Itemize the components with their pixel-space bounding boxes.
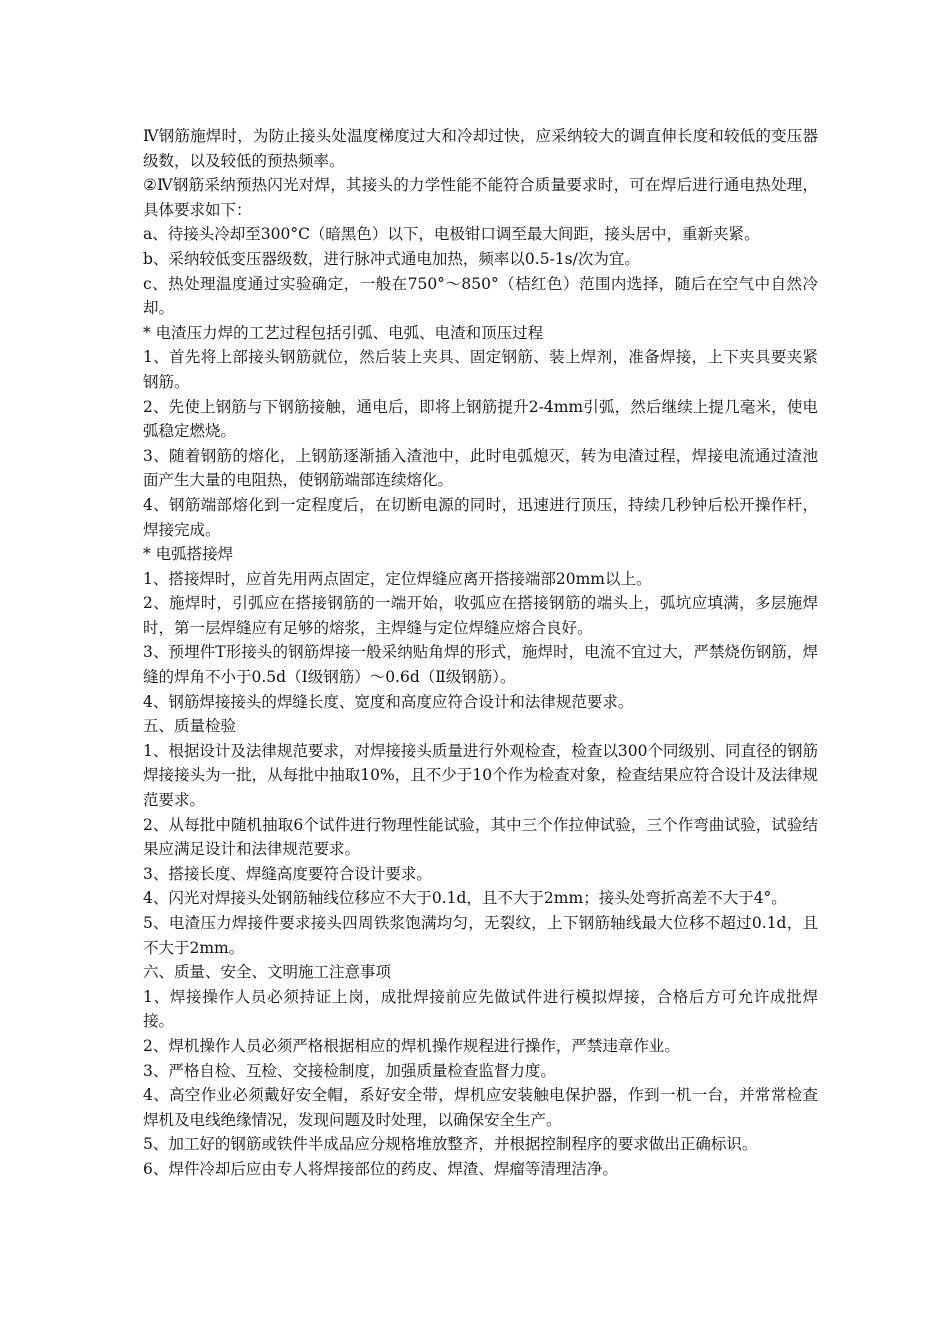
list-item: 2、施焊时，引弧应在搭接钢筋的一端开始，收弧应在搭接钢筋的端头上，弧坑应填满，多层施焊时，第一层焊缝应有足够的熔浆，主焊缝与定位焊缝应熔合良好。 <box>143 594 818 637</box>
paragraph-item-a: a、待接头冷却至300°C（暗黑色）以下，电极钳口调至最大间距，接头居中，重新夹紧。 <box>143 225 760 244</box>
document-body <box>143 124 818 1182</box>
list-item: 1、焊接操作人员必须持证上岗，成批焊接前应先做试件进行模拟焊接，合格后方可允许成批焊接。 <box>143 987 818 1031</box>
paragraph-item-b: b、采纳较低变压器级数，进行脉冲式通电加热，频率以0.5-1s/次为宜。 <box>143 249 640 268</box>
section-heading-safety: 六、质量、安全、文明施工注意事项 <box>143 963 392 982</box>
list-item: 1、搭接焊时，应首先用两点固定，定位焊缝应离开搭接端部20mm以上。 <box>143 569 652 588</box>
list-item: 4、钢筋端部熔化到一定程度后，在切断电源的同时，迅速进行顶压，持续几秒钟后松开操作杆，焊接完成。 <box>143 495 818 539</box>
list-item: 4、闪光对焊接头处钢筋轴线位移应不大于0.1d，且不大于2mm；接头处弯折高差不大于4°。 <box>143 889 787 908</box>
list-item: 4、钢筋焊接接头的焊缝长度、宽度和高度应符合设计和法律规范要求。 <box>143 692 634 711</box>
list-item: 2、先使上钢筋与下钢筋接触，通电后，即将上钢筋提升2-4mm引弧，然后继续上提几毫米，使电弧稳定燃烧。 <box>143 397 818 441</box>
paragraph-heat-treatment-intro: ②Ⅳ钢筋采纳预热闪光对焊，其接头的力学性能不能符合质量要求时，可在焊后进行通电热处理，具体要求如下： <box>143 176 818 219</box>
paragraph-item-c: c、热处理温度通过实验确定，一般在750°～850°（桔红色）范围内选择，随后在空气中自然冷却。 <box>143 274 818 318</box>
list-item: 1、根据设计及法律规范要求，对焊接接头质量进行外观检查，检查以300个同级别、同直径的钢筋焊接接头为一批，从每批中抽取10%，且不少于10个作为检查对象，检查结果应符合设计及法律规范要求。 <box>143 741 818 810</box>
section-heading-electroslag: * 电渣压力焊的工艺过程包括引弧、电弧、电渣和顶压过程 <box>143 323 544 342</box>
list-item: 2、焊机操作人员必须严格根据相应的焊机操作规程进行操作，严禁违章作业。 <box>143 1036 680 1055</box>
section-heading-lap-welding: * 电弧搭接焊 <box>143 545 234 564</box>
list-item: 3、随着钢筋的熔化，上钢筋逐渐插入渣池中，此时电弧熄灭，转为电渣过程，焊接电流通过渣池面产生大量的电阻热，使钢筋端部连续熔化。 <box>143 446 818 490</box>
list-item: 1、首先将上部接头钢筋就位，然后装上夹具、固定钢筋、装上焊剂，准备焊接，上下夹具要夹紧钢筋。 <box>143 348 818 391</box>
list-item: 5、电渣压力焊接件要求接头四周铁浆饱满均匀，无裂纹，上下钢筋轴线最大位移不超过0.1d，且不大于2mm。 <box>143 914 818 957</box>
list-item: 3、预埋件T形接头的钢筋焊接一般采纳贴角焊的形式，施焊时，电流不宜过大，严禁烧伤钢筋，焊缝的焊角不小于0.5d（Ⅰ级钢筋）～0.6d（Ⅱ级钢筋）。 <box>143 643 818 687</box>
list-item: 4、高空作业必须戴好安全帽，系好安全带，焊机应安装触电保护器，作到一机一台，并常常检查焊机及电线绝缘情况，发现问题及时处理，以确保安全生产。 <box>143 1086 818 1129</box>
list-item: 3、搭接长度、焊缝高度要符合设计要求。 <box>143 864 432 883</box>
paragraph-preheat-note: Ⅳ钢筋施焊时，为防止接头处温度梯度过大和冷却过快，应采纳较大的调直伸长度和较低的变压器级数，以及较低的预热频率。 <box>143 127 818 170</box>
list-item: 5、加工好的钢筋或铁件半成品应分规格堆放整齐，并根据控制程序的要求做出正确标识。 <box>143 1135 758 1154</box>
list-item: 3、严格自检、互检、交接检制度，加强质量检查监督力度。 <box>143 1061 556 1080</box>
list-item: 6、焊件冷却后应由专人将焊接部位的药皮、焊渣、焊瘤等清理洁净。 <box>143 1159 618 1178</box>
section-heading-quality-inspection: 五、质量检验 <box>143 717 237 736</box>
list-item: 2、从每批中随机抽取6个试件进行物理性能试验，其中三个作拉伸试验，三个作弯曲试验，试验结果应满足设计和法律规范要求。 <box>143 815 818 859</box>
